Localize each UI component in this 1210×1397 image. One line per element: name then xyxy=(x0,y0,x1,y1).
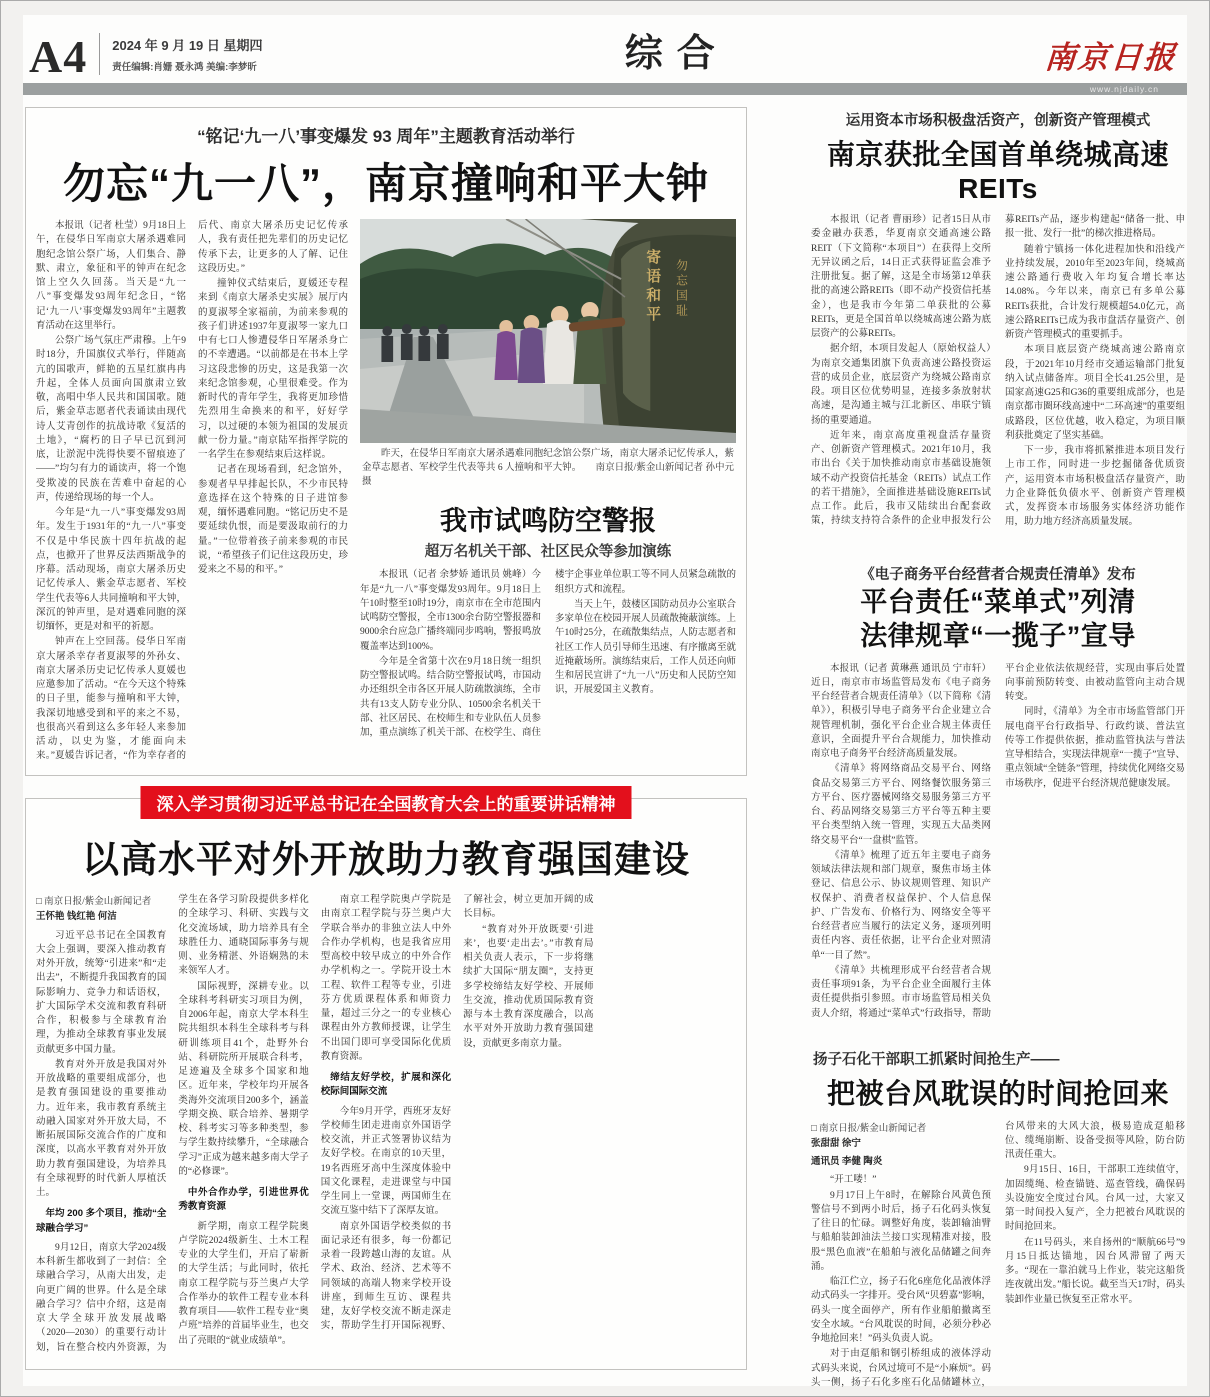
newspaper-sheet xyxy=(23,15,1187,1386)
body-paragraph: 在11号码头，来自扬州的“顺航66号”9月15日抵达锚地，因台风滞留了两天多。“现在一靠泊就马上作业，装完这船货连夜就出发。”船长说。截至当天17时，码头装卸作业量已恢复至正常水平。 xyxy=(1005,1237,1185,1305)
education-headline: 以高水平对外开放助力教育强国建设 xyxy=(82,839,690,880)
article-reits xyxy=(811,107,1185,545)
body-paragraph: 《清单》共梳理形成平台经营者合规责任事项91条，为平台企业全面履行主体责任提供指引参照。市市场监管局相关负责人介绍，将通过“菜单式”行政指导，帮助平台企业依法依规经营，实现由事后处置向事前预防转变、由被动监管向主动合规转变。 xyxy=(811,663,1185,1019)
body-paragraph: 9月17日上午8时，在解除台风黄色预警信号不到两小时后，扬子石化码头恢复了往日的忙碌。调整好角度，装卸输油臂与船舶装卸油法兰接口实现精准对接，股股“黑色血液”在船舶与液化品储罐之间奔涌。 xyxy=(811,1190,991,1272)
memorial-bell-photo-art xyxy=(360,219,736,443)
page-number: A4 xyxy=(29,30,88,82)
body-paragraph: 下一步，我市将抓紧推进本项目发行上市工作，同时进一步挖掘储备优质资产，运用资本市场积极盘活存量资产，助力企业降低负债水平、创新资产管理模式，发挥资本市场服务实体经济功能作用，助力地方经济高质量发展。 xyxy=(1005,446,1185,528)
reits-headline: 南京获批全国首单绕城高速 REITs xyxy=(826,139,1169,204)
paper-logo-block xyxy=(1031,32,1181,77)
ecommerce-headline-line2: 法律规章“一揽子”宣导 xyxy=(860,620,1136,651)
masthead-rule xyxy=(23,83,1187,95)
body-paragraph: 临江伫立，扬子石化6座危化品液体浮动式码头一字排开。受台风“贝碧嘉”影响，码头一度全面停产，所有作业船舶撤离至安全水域。“台风耽误的时间，必须分秒必争地抢回来！”码头负责人说。 xyxy=(811,1277,991,1344)
bell-headline: 勿忘“九一八”，南京撞响和平大钟 xyxy=(62,160,709,207)
body-paragraph: 张甜甜 徐宁 xyxy=(811,1138,861,1149)
body-paragraph: 通讯员 李健 陶炎 xyxy=(811,1157,883,1167)
body-paragraph: 《清单》梳理了近五年主要电子商务领域法律法规和部门规章，聚焦市场主体登记、信息公示、协议规则管理、知识产权保护、消费者权益保护、个人信息保护、广告发布、价格行为、网络安全等平台经营者应当履行的法定义务，逐项列明责任内容、责任依据，让平台企业对照清单“一目了然”。 xyxy=(811,850,991,961)
body-paragraph: “开工喽！” xyxy=(830,1175,877,1186)
ecommerce-body xyxy=(811,662,1185,1030)
education-body xyxy=(36,893,736,1361)
body-paragraph: 今年是全省第十次在9月18日统一组织防空警报试鸣。结合防空警报试鸣，市国动办还组织全市各区开展人防疏散演练，全市共有13支人防专业分队、10500余名机关干部、社区居民、在校师生和专业队伍人员参加，重点演练了机关干部、在校学生、商住楼宇企事业单位职工等不同人员紧急疏散的组织方式和流程。 xyxy=(360,570,736,739)
article-siren xyxy=(360,495,736,764)
page-content xyxy=(23,95,1187,1397)
publication-date: 2024 年 9 月 19 日 星期四 xyxy=(112,38,263,53)
article-education xyxy=(25,795,747,1370)
paper-logo: 南京日报 xyxy=(1043,40,1179,75)
body-paragraph: 《清单》将网络商品交易平台、网络食品交易第三方平台、网络餐饮服务第三方平台、医疗器械网络交易服务第三方平台、药品网络交易第三方平台等五种主要平台类型纳入统一管理，实现五大品类网络交易平台“一盘棋”监管。 xyxy=(811,764,991,846)
left-column xyxy=(25,107,747,1397)
bell-layout xyxy=(36,219,736,767)
siren-body xyxy=(360,568,736,764)
body-paragraph: 新学期，南京工程学院奥卢学院2024级新生、土木工程专业的大学生们，开启了崭新的大学生活；与此同时，依托南京工程学院与芬兰奥卢大学合作举办的软件工程专业本科教育项目——软件工程专业“奥卢班”培养的首届毕业生，也交出了亮眼的“就业成绩单”。 xyxy=(178,1221,309,1346)
body-paragraph: 同时，《清单》为全市市场监管部门开展电商平台行政指导、行政约谈、普法宣传等工作提供依据，推动监管执法与普法宣导相结合，实现法律规章“一揽子”宣导、重点领域“全链条”管理，持续优化网络交易市场秩序，促进平台经济规范健康发展。 xyxy=(1005,707,1185,789)
body-paragraph: 当天上午，鼓楼区国防动员办公室联合多家单位在校园开展人员疏散掩蔽演练。上午10时25分，在疏散集结点，人防志愿者和社区工作人员引导师生迅速、有序撤离至就近掩蔽场所。演练结束后，工作人员还向师生和居民宣讲了“九一八”历史和人民防空知识，开展爱国主义教育。 xyxy=(555,599,736,696)
reits-kicker: 运用资本市场积极盘活资产，创新资产管理模式 xyxy=(845,113,1151,129)
body-paragraph: 本报讯（记者 曹丽珍）记者15日从市委金融办获悉，华夏南京交通高速公路REIT（下文简称“本项目”）在获得上交所无异议函之后，14日正式获得证监会准予注册批复。据了解，这是全市场第12单获批的高速公路REITs（即不动产投资信托基金），也是我市今年第二单获批的公募REITs，更是全国首单以绕城高速公路为底层资产的公募REITs。 xyxy=(811,215,991,339)
right-column xyxy=(811,107,1185,1397)
body-paragraph: 今年是“九一八”事变爆发93周年。发生于1931年的“九一八”事变不仅是中华民族十四年抗战的起点，也掀开了世界反法西斯战争的序幕。活动现场，南京大屠杀历史记忆传承人、紫金草志愿者、军校学生代表等6人共同撞响和平大钟，深沉的钟声里，是对遇难同胞的深切缅怀，更是对和平的祈愿。 xyxy=(36,508,186,632)
editors-credit: 责任编辑:肖姗 聂永鸿 美编:李梦昕 xyxy=(112,62,257,73)
body-paragraph: 记者在现场看到，纪念馆外，参观者早早排起长队，不少市民特意选择在这个特殊的日子进馆参观，缅怀遇难同胞。“铭记历史不是要延续仇恨，而是要汲取前行的力量。”一位带着孩子前来参观的市民说，“希望孩子们记住这段历史，珍爱来之不易的和平。” xyxy=(198,465,348,575)
svg-text:寄语和平: 寄语和平 xyxy=(644,249,661,325)
body-paragraph: 撞钟仪式结束后，夏媛还专程来到《南京大屠杀史实展》展厅内的夏淑琴全家福前，为前来参观的孩子们讲述1937年夏淑琴一家九口中有七口人惨遭侵华日军屠杀身亡的不幸遭遇。“以前都是在书本上学习这段悲惨的历史，这是我第一次来纪念馆参观，心里很难受。作为新时代的青年学生，我将更加珍惜先烈用生命换来的和平，好好学习，以过硬的本领为祖国的发展贡献一份力量。”南京陆军指挥学院的一名学生在参观结束后这样说。 xyxy=(198,279,348,460)
siren-headline: 我市试鸣防空警报 xyxy=(440,506,656,537)
body-paragraph: 近年来，南京高度重视盘活存量资产、创新资产管理模式。2021年10月，我市出台《关于加快推动南京市基础设施领域不动产投资信托基金（REITs）试点工作的若干措施》，全面推进基础设施REITs试点工作。此后，我市又陆续出台配套政策，持续支持符合条件的企业申报发行公募REITs产品，逐步构建起“储备一批、申报一批、发行一批”的梯次推进格局。 xyxy=(811,215,1185,527)
body-paragraph: 缔结友好学校，扩展和深化校际间国际交流 xyxy=(320,1072,452,1098)
typhoon-body xyxy=(811,1120,1185,1396)
body-paragraph: 本报讯（记者 余梦娇 通讯员 姚峰）今年是“九一八”事变爆发93周年。9月18日上午10时整至10时19分，南京市在全市范围内试鸣防空警报，全市1300余台防空警报器和9000余台应急广播终端同步鸣响，警报鸣放覆盖率达到100%。 xyxy=(360,570,541,652)
body-paragraph: 9月15日、16日，干部职工连续值守，加固缆绳、检查锚链、巡查管线，确保码头设施安全度过台风。台风一过，大家又第一时间投入复产，全力把被台风耽误的时间抢回来。 xyxy=(1005,1165,1185,1233)
body-paragraph: □ 南京日报/紫金山新闻记者 xyxy=(36,897,152,907)
memorial-bell-photo xyxy=(360,219,736,443)
body-paragraph: □ 南京日报/紫金山新闻记者 xyxy=(811,1123,927,1134)
ecommerce-headline-line1: 平台责任“菜单式”列清 xyxy=(860,587,1136,617)
body-paragraph: 王怀艳 钱红艳 何洁 xyxy=(36,912,117,923)
body-paragraph: 习近平总书记在全国教育大会上强调，要深入推动教育对外开放，统筹“引进来”和“走出去”，不断提升我国教育的国际影响力、竞争力和话语权，扩大国际学术交流和教育科研合作，积极参与全球教育治理，为推动全球教育事业发展贡献更多中国力量。 xyxy=(36,930,167,1055)
body-paragraph: 9月12日，南京大学2024级本科新生都收到了一封信：全球融合学习，从南大出发，走向更广阔的世界。什么是全球融合学习？信中介绍，这是南京大学全球开放发展战略（2020—2030）的重要行动计划，旨在整合校内外资源，为学生在各学习阶段提供多样化的全球学习、科研、实践与文化交流场域，助力培养具有全球胜任力、通晓国际事务与规则、业务精湛、外语娴熟的未来领军人才。 xyxy=(36,895,309,1353)
date-block xyxy=(112,35,262,77)
ecommerce-headlines xyxy=(811,586,1185,662)
body-paragraph: 中外合作办学，引进世界优秀教育资源 xyxy=(178,1187,309,1213)
masthead-divider xyxy=(99,33,100,75)
body-paragraph: 公祭广场气氛庄严肃穆。上午9时18分，升国旗仪式举行，伴随高亢的国歌声，鲜艳的五星红旗冉冉升起，全体人员面向国旗肃立致敬，高唱中华人民共和国国歌。随后，紫金草志愿者代表诵读由现代诗人艾青创作的抗战诗歌《复活的土地》，“腐朽的日子早已沉到河底，让淤泥中洗得快要不留痕迹了——”均匀有力的诵读声，将一个饱受欺凌的民族在苦难中奋起的心声，传递给现场的每一个人。 xyxy=(36,336,186,503)
photo-caption-text: 昨天，在侵华日军南京大屠杀遇难同胞纪念馆公祭广场，南京大屠杀记忆传承人，紫金草志愿者、军校学生代表等共 6 人撞响和平大钟。 南京日报/紫金山新闻记者 孙中元 摄 xyxy=(362,449,734,487)
reits-body xyxy=(811,213,1185,545)
typhoon-kicker: 扬子石化干部职工抓紧时间抢生产—— xyxy=(813,1051,1060,1068)
svg-text:勿忘国耻: 勿忘国耻 xyxy=(674,259,689,319)
body-paragraph: 随着宁镇扬一体化进程加快和沿线产业持续发展，2010年至2023年间，绕城高速公路通行费收入年均复合增长率达14.08%。今年以来，南京已有多单公募REITs获批，合计发行规模超54.0亿元，高速公路REITs已成为我市盘活存量资产、创新资产管理模式的重要抓手。 xyxy=(1005,244,1185,340)
body-paragraph: 教育对外开放是我国对外开放战略的重要组成部分，也是教育强国建设的重要推动力。近年来，我市教育系统主动融入国家对外开放大局，不断拓展国际交流合作的广度和深度，以高水平教育对外开放助力教育强国建设，为培养具有全球视野的时代新人厚植沃土。 xyxy=(36,1059,167,1198)
body-paragraph: 国际视野，深耕专业。以全球科考科研实习项目为例，自2006年起，南京大学本科生院共组织本科生全球科考与科研训练项目41个，赴野外台站、科研院所开展联合科考，足迹遍及全球多个国家和地区。近年来，学校年均开展各类海外交流项目200多个，涵盖学期交换、联合培养、暑期学校、科考实习等多种类型，参与学生数持续攀升，“全球融合学习”正成为越来越多南大学子的“必修课”。 xyxy=(178,981,309,1177)
website-url: www.njdaily.cn xyxy=(1089,84,1159,94)
masthead xyxy=(23,23,1187,81)
body-paragraph: 本项目底层资产绕城高速公路南京段，于2021年10月经市交通运输部门批复纳入试点储备库。项目全长41.25公里，是国家高速G25和G36的重要组成部分，也是南京都市圈环线高速中“二环高速”的重要组成路段，区位优越，收入稳定，为项目顺利获批奠定了坚实基础。 xyxy=(1005,345,1185,441)
body-paragraph: 今年9月开学，西班牙友好学校师生团走进南京外国语学校交流，并正式签署协议结为友好学校。在南京的10天里，19名西班牙高中生深度体验中国文化课程，走进课堂与中国学生同上一堂课，两国师生在交流互鉴中结下了深厚友谊。 xyxy=(320,1106,452,1217)
photo-caption xyxy=(360,443,736,495)
siren-subhead: 超万名机关干部、社区民众等参加演练 xyxy=(424,544,672,561)
body-paragraph: 钟声在上空回荡。侵华日军南京大屠杀幸存者夏淑琴的外孙女、南京大屠杀历史记忆传承人夏媛也应邀参加了活动。“在今天这个特殊的日子里，能参与撞响和平大钟，我深切地感受到和平的来之不易，也很高兴看到这么多年轻人来参加活动，以史为鉴，才能面向未来。”夏媛告诉记者，“作为幸存者的后代、南京大屠杀历史记忆传承人，我有责任把先辈们的历史记忆传承下去，让更多的人了解、记住这段历史。” xyxy=(36,221,348,762)
body-paragraph: “教育对外开放既要‘引进来’，也要‘走出去’。”市教育局相关负责人表示，下一步将继续扩大国际“朋友圈”，支持更多学校缔结友好学校、开展师生交流，推动优质国际教育资源与本土教育深度融合，以高水平对外开放助力教育强国建设，贡献更多南京力量。 xyxy=(463,924,594,1049)
article-typhoon xyxy=(811,1046,1185,1396)
body-paragraph: 据介绍，本项目发起人（原始权益人）为南京交通集团旗下负责高速公路投资运营的成员企业，底层资产为绕城公路南京段。项目区位优势明显，连接多条放射状高速，是沟通主城与江北新区、串联宁镇扬的重要通道。 xyxy=(811,344,991,426)
typhoon-headline: 把被台风耽误的时间抢回来 xyxy=(826,1077,1169,1109)
section-title: 综合 xyxy=(624,33,729,75)
bell-kicker: “铭记‘九一八’事变爆发 93 周年”主题教育活动举行 xyxy=(197,127,575,146)
body-paragraph: 本报讯（记者 杜莹）9月18日上午，在侵华日军南京大屠杀遇难同胞纪念馆公祭广场，人们集合、静默、肃立，象征和平的钟声在纪念馆上空久久回荡。当天是“九一八”事变爆发93周年纪念日，“铭记‘九一八’事变爆发93周年”主题教育活动在这里举行。 xyxy=(36,221,186,331)
ecommerce-kicker: 《电子商务平台经营者合规责任清单》发布 xyxy=(860,567,1136,583)
article-ecommerce xyxy=(811,561,1185,1030)
bell-body xyxy=(36,219,348,767)
body-paragraph: 年均 200 多个项目，推动“全球融合学习” xyxy=(36,1208,167,1234)
body-paragraph: 南京工程学院奥卢学院是由南京工程学院与芬兰奥卢大学联合举办的非独立法人中外合作办学机构，也是我省应用型高校中较早成立的中外合作办学机构之一。学院开设土木工程、软件工程等专业，引进芬方优质课程体系和师资力量，超过三分之一的专业核心课程由外方教师授课，让学生不出国门即可享受国际化优质教育资源。 xyxy=(320,895,452,1062)
article-bell xyxy=(25,107,747,776)
bell-media xyxy=(360,219,736,767)
body-paragraph: 本报讯（记者 黄琳燕 通讯员 宁市轩）近日，南京市市场监管局发布《电子商务平台经营者合规责任清单》（以下简称《清单》），积极引导电子商务平台企业建立合规管理机制，强化平台企业合规主体责任意识，全面提升平台合规能力，加快推动南京电子商务平台经济高质量发展。 xyxy=(811,663,991,759)
education-banner: 深入学习贯彻习近平总书记在全国教育大会上的重要讲话精神 xyxy=(141,786,632,819)
body-paragraph: 南京外国语学校类似的书面记录还有很多，每一份都记录着一段跨越山海的友谊。从学术、政治、经济、艺术等不同领域的高端人物来学校开设讲座，到师生互访、课程共建，友好学校交流不断走深走实，帮助学生打开国际视野、了解社会，树立更加开阔的成长目标。 xyxy=(320,895,594,1332)
body-paragraph: 对于由趸船和钢引桥组成的液体浮动式码头来说，台风过境可不是“小麻烦”。码头一侧，扬子石化多座石化品储罐林立，台风带来的大风大浪，极易造成趸船移位、缆绳崩断、设备受损等风险，防台防汛责任重大。 xyxy=(811,1121,1185,1388)
